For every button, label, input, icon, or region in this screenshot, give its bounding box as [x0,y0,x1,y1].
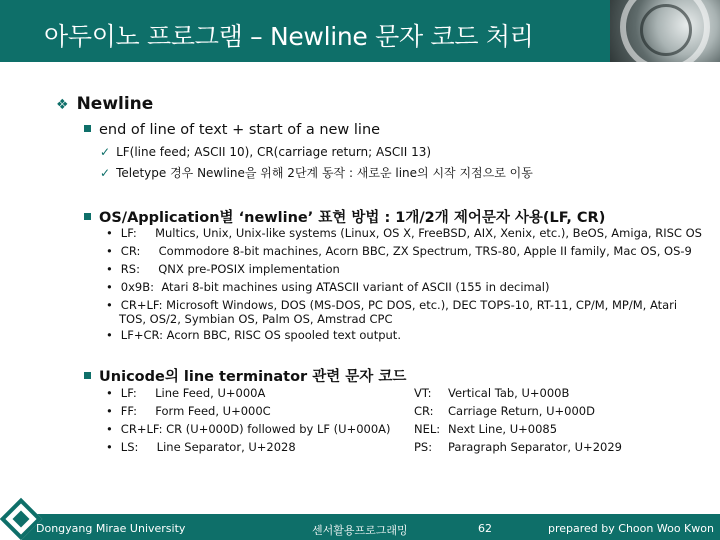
dot-bullet-icon: • [106,404,113,418]
list-key: NEL: [414,422,441,436]
list-text: Vertical Tab, U+000B [448,386,570,400]
list-text: CR (U+000D) followed by LF (U+000A) [166,422,391,436]
list-key: CR: [120,244,141,258]
list-key: FF: [120,404,138,418]
section-3-title [84,365,406,386]
section-2-title [84,206,605,227]
list-item [106,226,702,240]
list-item [414,440,622,454]
dot-bullet-icon: • [106,386,113,400]
dot-bullet-icon: • [106,280,113,294]
list-text: Acorn BBC, RISC OS spooled text output. [166,328,401,342]
check-item [100,164,533,181]
square-bullet-icon [84,125,91,132]
square-bullet-icon [84,372,91,379]
list-key: CR+LF: [120,422,163,436]
check-text: Teletype 경우 Newline을 위해 2단계 동작 : 새로운 line의 시작 지점으로 이동 [116,166,533,180]
list-text: Commodore 8-bit machines, Acorn BBC, ZX Spectrum, TRS-80, Apple II family, Mac OS, OS-9 [158,244,692,258]
list-text: Next Line, U+0085 [448,422,558,436]
check-icon: ✓ [100,145,111,159]
list-key: CR+LF: [120,298,163,312]
list-key: VT: [414,386,432,400]
list-item [106,298,677,312]
check-icon: ✓ [100,166,111,180]
list-key: LF: [120,226,137,240]
heading-text: Newline [76,94,154,114]
list-text: Paragraph Separator, U+2029 [448,440,622,454]
dot-bullet-icon: • [106,226,113,240]
list-item [106,244,692,258]
dot-bullet-icon: • [106,298,113,312]
list-item [106,280,549,294]
list-text: Carriage Return, U+000D [448,404,595,418]
footer-page-number: 62 [478,522,492,535]
list-item [106,440,296,454]
list-text: Line Feed, U+000A [155,386,266,400]
footer-university: Dongyang Mirae University [36,522,186,535]
heading-newline [56,94,153,114]
list-key: LF+CR: [120,328,163,342]
list-text: QNX pre-POSIX implementation [158,262,340,276]
list-key: RS: [120,262,140,276]
list-item [414,422,557,436]
logo-inner [13,511,30,528]
list-item [106,404,271,418]
slide-title: 아두이노 프로그램 – Newline 문자 코드 처리 [44,22,534,51]
square-bullet-icon [84,213,91,220]
section-3-text: Unicode의 line terminator 관련 문자 코드 [99,369,407,385]
list-item [106,386,265,400]
check-item [100,145,431,159]
diamond-bullet-icon: ❖ [56,97,69,113]
section-2-text: OS/Application별 ‘newline’ 표현 방법 : 1개/2개 제어문자 사용(LF, CR) [99,210,606,226]
list-item-continuation [119,312,392,326]
list-key: LS: [120,440,139,454]
dot-bullet-icon: • [106,440,113,454]
list-text: Form Feed, U+000C [155,404,271,418]
dot-bullet-icon: • [106,244,113,258]
section-1-text: end of line of text + start of a new line [99,122,381,138]
dot-bullet-icon: • [106,422,113,436]
list-item [106,328,401,342]
footer-course: 센서활용프로그래밍 [312,524,408,537]
list-text: TOS, OS/2, Symbian OS, Palm OS, Amstrad CPC [119,312,393,326]
list-text: Line Separator, U+2028 [156,440,296,454]
list-text: Atari 8-bit machines using ATASCII variant of ASCII (155 in decimal) [161,280,550,294]
list-item [414,404,595,418]
dot-bullet-icon: • [106,262,113,276]
list-item [414,386,569,400]
list-item [106,422,391,436]
list-key: CR: [414,404,434,418]
list-key: 0x9B: [120,280,154,294]
list-item [106,262,340,276]
list-text: Multics, Unix, Unix-like systems (Linux, OS X, FreeBSD, AIX, Xenix, etc.), BeOS, Amiga, RISC OS [155,226,702,240]
footer-author: prepared by Choon Woo Kwon [548,522,714,535]
check-text: LF(line feed; ASCII 10), CR(carriage return; ASCII 13) [116,145,432,159]
list-key: PS: [414,440,433,454]
section-1-title [84,122,380,138]
list-key: LF: [120,386,137,400]
dot-bullet-icon: • [106,328,113,342]
list-text: Microsoft Windows, DOS (MS-DOS, PC DOS, etc.), DEC TOPS-10, RT-11, CP/M, MP/M, Atari [166,298,678,312]
